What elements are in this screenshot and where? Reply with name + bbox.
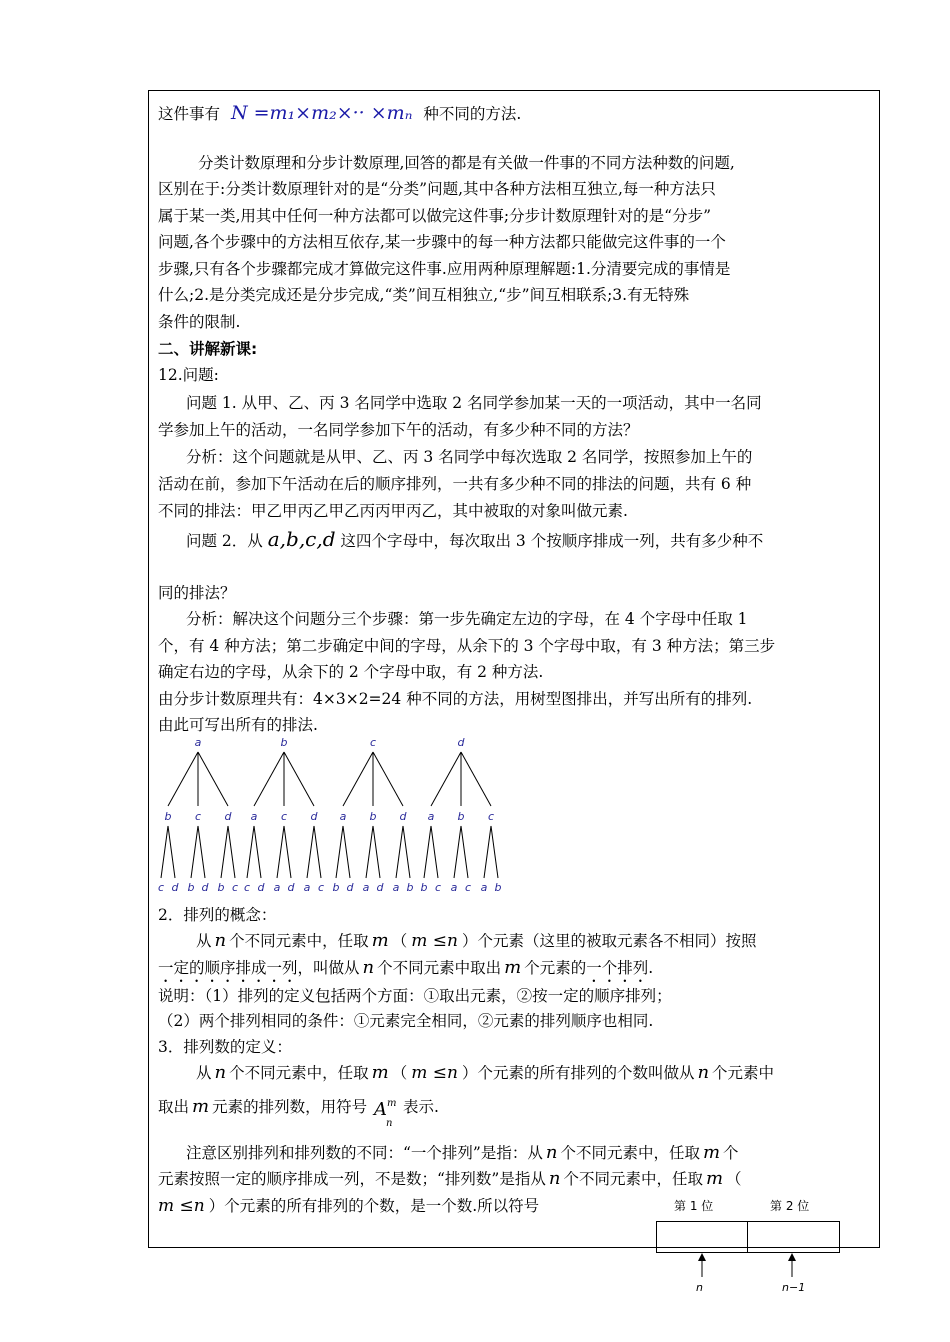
- arrow-label-2: n−1: [782, 1281, 806, 1294]
- arrow-label-1: n: [696, 1281, 703, 1294]
- tree-node-a: a: [339, 810, 347, 823]
- position-boxes-diagram: [650, 1195, 850, 1305]
- emphasis-permutation: 一个排列: [586, 959, 649, 977]
- analysis1-line-1: 分析：这个问题就是从甲、乙、丙 3 名同学中每次选取 2 名同学，按照参加上午的: [186, 448, 753, 466]
- tree-leaf-branch: [221, 826, 228, 878]
- tree-leaf-branch: [373, 826, 380, 878]
- condition-m-le-n: m ≤n: [411, 1063, 458, 1083]
- var-n: n: [214, 930, 227, 951]
- var-n: n: [548, 1168, 561, 1189]
- principles-line-7: 条件的限制.: [158, 313, 241, 331]
- tree-leaf-c: c: [231, 881, 239, 894]
- count-text: 从: [196, 1064, 212, 1082]
- tree-leaf-branch: [343, 826, 350, 878]
- count-text: 取出: [158, 1098, 190, 1116]
- var-n: n: [697, 1062, 710, 1083]
- count-text: 个元素中: [712, 1064, 775, 1082]
- tree-leaf-a: a: [480, 881, 488, 894]
- condition-m-le-n: m ≤n: [158, 1196, 205, 1216]
- tree-leaf-b: b: [420, 881, 428, 894]
- tree-root-c: c: [369, 736, 377, 749]
- tree-root-d: d: [457, 736, 465, 749]
- position-label-2: 第 2 位: [770, 1199, 810, 1213]
- tree-leaf-d: d: [287, 881, 295, 894]
- note-line-1: [186, 1140, 900, 1166]
- tree-leaf-branch: [254, 826, 261, 878]
- analysis2-line-4: 由分步计数原理共有：4×3×2=24 种不同的方法，用树型图排出，并写出所有的排列.: [158, 690, 753, 708]
- analysis1-line-2: 活动在前，参加下午活动在后的顺序排列，一共有多少种不同的排法的问题，共有 6 种: [158, 475, 752, 493]
- tree-leaf-c: c: [157, 881, 165, 894]
- tree-leaf-branch: [191, 826, 198, 878]
- note-text: （: [726, 1170, 742, 1188]
- tree-branch: [254, 752, 284, 806]
- tree-branch: [284, 752, 314, 806]
- tree-leaf-c: c: [317, 881, 325, 894]
- tree-node-b: b: [164, 810, 172, 823]
- intro-suffix: 种不同的方法.: [423, 105, 522, 123]
- symbol-superscript: m: [387, 1098, 397, 1109]
- note-text: 个: [723, 1144, 739, 1162]
- concept-text: 个不同元素中取出: [377, 959, 502, 977]
- var-m: m: [371, 930, 389, 951]
- tree-root-a: a: [194, 736, 202, 749]
- permutation-tree-diagram: [150, 730, 520, 900]
- count-heading: 3．排列数的定义：: [158, 1038, 292, 1056]
- count-text: 元素的排列数，用符号: [212, 1098, 368, 1116]
- tree-branch: [373, 752, 403, 806]
- tree-leaf-d: d: [346, 881, 354, 894]
- tree-node-d: d: [224, 810, 232, 823]
- problem2-line-1: [186, 526, 900, 554]
- intro-formula: N =m₁×m₂×·· ×mₙ: [230, 102, 413, 124]
- tree-branch: [168, 752, 198, 806]
- var-m: m: [371, 1062, 389, 1083]
- concept-text: （: [391, 932, 408, 950]
- section-heading: 二、讲解新课:: [158, 340, 258, 358]
- tree-node-a: a: [250, 810, 258, 823]
- condition-m-le-n: m ≤n: [411, 931, 458, 951]
- count-text: 表示.: [402, 1098, 439, 1116]
- principles-line-5: 步骤,只有各个步骤都完成才算做完这件事.应用两种原理解题:1.分清要完成的事情是: [158, 260, 731, 278]
- concept-line-1: [196, 928, 910, 954]
- analysis2-line-1: 分析：解决这个问题分三个步骤：第一步先确定左边的字母，在 4 个字母中任取 1: [186, 610, 748, 628]
- count-text: ）个元素的所有排列的个数叫做从: [461, 1064, 695, 1082]
- problem2-suffix: 这四个字母中，每次取出 3 个按顺序排成一列，共有多少种不: [340, 532, 764, 550]
- analysis1-line-3: 不同的排法：甲乙甲丙乙甲乙丙丙甲丙乙，其中被取的对象叫做元素.: [158, 502, 628, 520]
- tree-node-d: d: [399, 810, 407, 823]
- tree-leaf-branch: [168, 826, 175, 878]
- note-text: ）个元素的所有排列的个数，是一个数.所以符号: [208, 1197, 540, 1215]
- problem2-prefix: 问题 2．从: [186, 532, 263, 550]
- tree-leaf-branch: [484, 826, 491, 878]
- problem1-line-2: 学参加上午的活动，一名同学参加下午的活动，有多少种不同的方法？: [158, 421, 639, 439]
- tree-leaf-c: c: [464, 881, 472, 894]
- tree-leaf-c: c: [243, 881, 251, 894]
- principles-line-1: 分类计数原理和分步计数原理,回答的都是有关做一件事的不同方法种数的问题,: [198, 154, 735, 172]
- symbol-a: A: [374, 1099, 388, 1120]
- tree-leaf-branch: [307, 826, 314, 878]
- var-m: m: [705, 1168, 724, 1189]
- tree-leaf-branch: [396, 826, 403, 878]
- tree-leaf-branch: [454, 826, 461, 878]
- tree-node-c: c: [194, 810, 202, 823]
- position-label-1: 第 1 位: [674, 1199, 714, 1213]
- tree-leaf-branch: [403, 826, 410, 878]
- problem2-line-2: 同的排法？: [158, 584, 236, 602]
- tree-leaf-branch: [277, 826, 284, 878]
- tree-node-c: c: [487, 810, 495, 823]
- symbol-subscript: n: [386, 1118, 393, 1129]
- tree-branch: [198, 752, 228, 806]
- questions-heading: 12.问题:: [158, 366, 219, 384]
- arrows-svg: [650, 1195, 850, 1305]
- problem2-letters: a,b,c,d: [267, 527, 336, 551]
- tree-leaf-b: b: [494, 881, 502, 894]
- concept-text: .: [648, 959, 654, 977]
- tree-leaf-d: d: [257, 881, 265, 894]
- tree-leaf-branch: [461, 826, 468, 878]
- tree-leaf-b: b: [332, 881, 340, 894]
- tree-root-b: b: [280, 736, 288, 749]
- emphasis-order: 一定的顺序排成一列: [158, 959, 298, 977]
- tree-node-b: b: [457, 810, 465, 823]
- tree-node-a: a: [427, 810, 435, 823]
- tree-leaf-d: d: [201, 881, 209, 894]
- note-text: 元素按照一定的顺序排成一列，不是数；“排列数”是指从: [158, 1170, 546, 1188]
- tree-leaf-branch: [284, 826, 291, 878]
- var-n: n: [362, 957, 375, 978]
- analysis2-line-5: 由此可写出所有的排法.: [158, 716, 318, 734]
- count-text: 个不同元素中，任取: [229, 1064, 369, 1082]
- tree-leaf-a: a: [450, 881, 458, 894]
- concept-text: 个不同元素中，任取: [229, 932, 369, 950]
- count-line-2: [158, 1094, 872, 1129]
- tree-leaf-d: d: [171, 881, 179, 894]
- principles-line-3: 属于某一类,用其中任何一种方法都可以做完这件事;分步计数原理针对的是“分步”: [158, 207, 711, 225]
- tree-leaf-branch: [336, 826, 343, 878]
- count-line-1: [196, 1060, 910, 1086]
- problem1-line-1: 问题 1. 从甲、乙、丙 3 名同学中选取 2 名同学参加某一天的一项活动，其中一名同: [186, 394, 762, 412]
- note-line-2: [158, 1166, 872, 1192]
- tree-leaf-b: b: [406, 881, 414, 894]
- principles-line-6: 什么;2.是分类完成还是分步完成,“类”间互相独立,“步”间互相联系;3.有无特殊: [158, 286, 690, 304]
- tree-branch: [431, 752, 461, 806]
- var-n: n: [545, 1142, 558, 1163]
- concept-text: ）个元素（这里的被取元素各不相同）按照: [461, 932, 757, 950]
- intro-prefix: 这件事有: [158, 105, 221, 123]
- note-text: 个不同元素中，任取: [563, 1170, 703, 1188]
- principles-line-2: 区别在于:分类计数原理针对的是“分类”问题,其中各种方法相互独立,每一种方法只: [158, 180, 716, 198]
- arrow-2-head: [788, 1253, 796, 1261]
- tree-leaf-branch: [491, 826, 498, 878]
- tree-node-b: b: [369, 810, 377, 823]
- permutation-symbol: [372, 1095, 398, 1129]
- tree-leaf-branch: [161, 826, 168, 878]
- concept-line-2: [158, 955, 872, 986]
- tree-leaf-branch: [247, 826, 254, 878]
- tree-leaf-branch: [431, 826, 438, 878]
- var-n: n: [214, 1062, 227, 1083]
- tree-leaf-branch: [366, 826, 373, 878]
- tree-leaf-a: a: [273, 881, 281, 894]
- intro-line: [158, 100, 872, 127]
- tree-leaf-c: c: [434, 881, 442, 894]
- tree-node-d: d: [310, 810, 318, 823]
- tree-branch: [343, 752, 373, 806]
- note-text: 注意区别排列和排列数的不同：“一个排列”是指：从: [186, 1144, 543, 1162]
- concept-text: 个元素的: [524, 959, 587, 977]
- tree-leaf-b: b: [217, 881, 225, 894]
- note-text: 个不同元素中，任取: [560, 1144, 700, 1162]
- concept-note-2: （2）两个排列相同的条件：①元素完全相同，②元素的排列顺序也相同.: [158, 1012, 654, 1030]
- var-m: m: [504, 957, 522, 978]
- var-m: m: [702, 1142, 721, 1163]
- tree-branch: [461, 752, 491, 806]
- tree-leaf-branch: [314, 826, 321, 878]
- tree-leaf-d: d: [376, 881, 384, 894]
- analysis2-line-3: 确定右边的字母，从余下的 2 个字母中取，有 2 种方法.: [158, 663, 544, 681]
- concept-note-1: 说明：（1）排列的定义包括两个方面：①取出元素，②按一定的顺序排列；: [158, 987, 672, 1005]
- tree-leaf-a: a: [303, 881, 311, 894]
- count-text: （: [391, 1064, 408, 1082]
- arrow-1-head: [698, 1253, 706, 1261]
- tree-leaf-branch: [228, 826, 235, 878]
- tree-leaf-a: a: [362, 881, 370, 894]
- analysis2-line-2: 个，有 4 种方法；第二步确定中间的字母，从余下的 3 个字母中取，有 3 种方法；第三步: [158, 637, 776, 655]
- var-m: m: [192, 1096, 210, 1117]
- principles-line-4: 问题,各个步骤中的方法相互依存,某一步骤中的每一种方法都只能做完这件事的一个: [158, 233, 726, 251]
- tree-leaf-branch: [424, 826, 431, 878]
- tree-node-c: c: [280, 810, 288, 823]
- tree-leaf-a: a: [392, 881, 400, 894]
- concept-text: 从: [196, 932, 212, 950]
- concept-text: ，叫做从: [297, 959, 360, 977]
- concept-heading: 2．排列的概念：: [158, 906, 277, 924]
- tree-leaf-branch: [198, 826, 205, 878]
- tree-leaf-b: b: [187, 881, 195, 894]
